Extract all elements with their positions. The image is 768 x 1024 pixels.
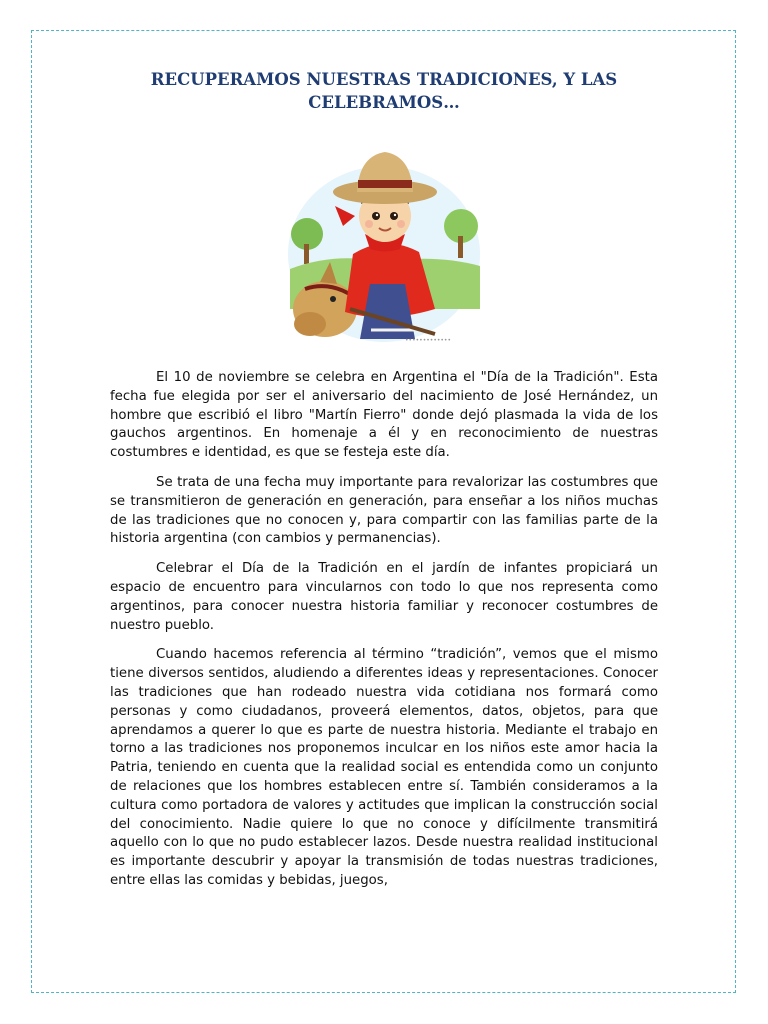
gaucho-child-illustration	[285, 134, 483, 348]
document-title: RECUPERAMOS NUESTRAS TRADICIONES, Y LAS CELEBRAMOS…	[150, 70, 618, 112]
svg-text:•••••••••••••: •••••••••••••	[405, 337, 452, 344]
paragraph-1: El 10 de noviembre se celebra en Argentina el "Día de la Tradición". Esta fecha fue elegida por ser el aniversario del nacimiento de José Hernández, un hombre que escribió el libro "Martín Fierro" donde dejó plasmada la vida de los gauchos argentinos. En homenaje a él y en reconocimiento de nuestras costumbres e identidad, es que se festeja este día.	[110, 370, 658, 461]
paragraph-4: Cuando hacemos referencia al término “tradición”, vemos que el mismo tiene diversos sentidos, aludiendo a diferentes ideas y representaciones. Conocer las tradiciones que han rodeado nuestra vida cotidiana nos formará como personas y como ciudadanos, proveerá elementos, datos, objetos, para que aprendamos a querer lo que es parte de nuestra historia. Mediante el trabajo en torno a las tradiciones nos proponemos inculcar en los niños este amor hacia la Patria, teniendo en cuenta que la realidad social es entendida como un conjunto de relaciones que los hombres establecen entre sí. También consideramos a la cultura como portadora de valores y actitudes que implican la construcción social del conocimiento. Nadie quiere lo que no conoce y difícilmente transmitirá aquello con lo que no pudo establecer lazos. Desde nuestra realidad institucional es importante descubrir y apoyar la transmisión de todas nuestras tradiciones, entre ellas las comidas y bebidas, juegos,	[110, 647, 658, 888]
body-text	[110, 369, 658, 902]
paragraph-2: Se trata de una fecha muy importante para revalorizar las costumbres que se transmitieron de generación en generación, para enseñar a los niños muchas de las tradiciones que no conocen y, para compartir con las familias parte de la historia argentina (con cambios y permanencias).	[110, 474, 658, 547]
paragraph-3: Celebrar el Día de la Tradición en el jardín de infantes propiciará un espacio de encuentro para vincularnos con todo lo que nos representa como argentinos, para conocer nuestra historia familiar y reconocer costumbres de nuestro pueblo.	[110, 561, 658, 633]
